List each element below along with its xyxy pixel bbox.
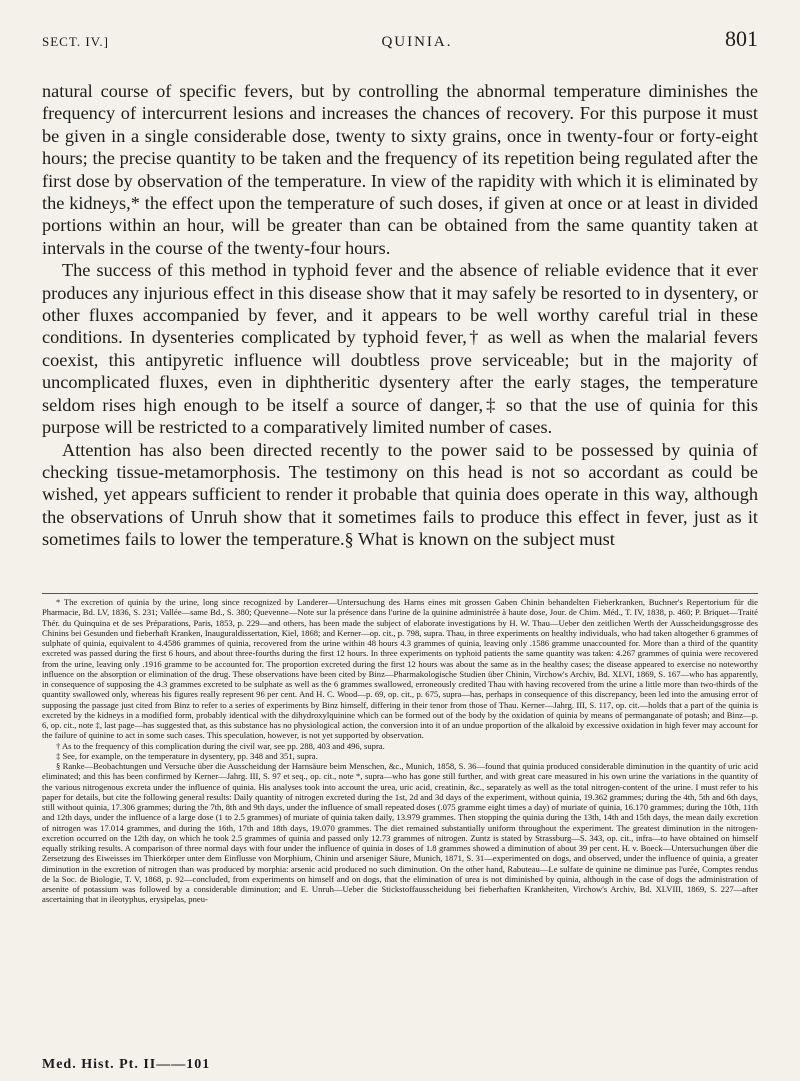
paragraph: Attention has also been directed recently to the power said to be possessed by quinia of checking tissue-metamorphosis. The testimony on this head is not so accordant as could be wished, yet appears sufficient to render it probable that quinia does operate in this way, although the observations of Unruh show that it sometimes fails to produce this effect in fever, just as it sometimes fails to lower the temperature.§ What is known on the subject must: [42, 439, 758, 550]
page-number: 801: [725, 26, 758, 51]
footnotes: [42, 597, 758, 905]
footnote: * The excretion of quinia by the urine, long since recognized by Landerer—Untersuchung des Harns eines mit grossen Gaben Chinin behandelten Fieberkranken, Buchner's Repertorium für die Pharmacie, Bd. LV, 1836, S. 231; Vallée—same Bd., S. 380; Quevenne—Note sur la présence dans l'urine de la quinine administrée à haute dose, Jour. de Chim. Méd., T. IV, 1838, p. 460; P. Briquet—Traité Thér. du Quinquina et de ses Préparations, Paris, 1853, p. 229—and others, has been made the subject of elaborate investigations by H. W. Thau—Ueber den zeitlichen Werth der Ausscheidungsgrosse des Chinins bei Gesunden und fieberhaft Kranken, Inauguraldissertation, Kiel, 1868; and Kerner—op. cit., p. 798, supra. Thau, in three experiments on healthy individuals, who had taken altogether 6 grammes of sulphate of quinia, equivalent to 4.4586 grammes of quinia, recovered from the urine within 48 hours 4.3 grammes of quinia, leaving only .1586 gramme unaccounted for. More than a third of the quantity excreted was passed during the first 6 hours, and about three-fourths during the first 12 hours. In three experiments on typhoid patients the same quantity was taken: 4.267 grammes of quinia were recovered from the urine, leaving only .1916 gramme to be accounted for. The proportion excreted during the first 12 hours was about the same as in the healthy cases; the disease appeared to exercise no noteworthy influence on the absorption or elimination of the drug. These observations have been cited by Binz—Pharmakologische Studien über Chinin, Virchow's Archiv, Bd. XLVI, 1869, S. 167—who has apparently, in consequence of supposing the 4.3 grammes excreted to be sulphate as well as the 6 grammes swallowed, erroneously credited Thau with having recovered from the urine a little more than two-thirds of the quantity swallowed only, whereas his figures really represent 96 per cent. And H. C. Wood—p. 69, op. cit., p. 675, supra—has, perhaps in consequence of this discrepancy, been led into the amusing error of supposing the passage just cited from Binz to refer to a series of experiments by Binz himself, differing in their tenor from those of Thau. Kerner—Jahrg. III, S. 117, op. cit.—holds that a part of the quinia is excreted by the kidneys in a modified form, probably identical with the dihydroxylquinine which can be formed out of the body by the oxidation of quinia by means of permanganate of potash; and Binz—p. 6, op. cit., note ‡, last page—has suggested that, as this substance has no physiological action, the conversion into it of an undue proportion of the alkaloid by excessive oxidation in high fever may account for the failure of quinine to act in some such cases. This speculation, however, is not yet supported by observation.: [42, 597, 758, 741]
paragraph: The success of this method in typhoid fever and the absence of reliable evidence that it ever produces any injurious effect in this disease show that it may safely be resorted to in dysentery, or other fluxes accompanied by fever, and it appears to be well worthy careful trial in these conditions. In dysenteries complicated by typhoid fever,† as well as when the malarial fevers coexist, this antipyretic influence will doubtless prove serviceable; but in the majority of uncomplicated fluxes, even in diphtheritic dysentery after the early stages, the temperature seldom rises high enough to be itself a source of danger,‡ so that the use of quinia for this purpose will be restricted to a comparatively limited number of cases.: [42, 260, 758, 438]
printer-signature: Med. Hist. Pt. II——101: [42, 1057, 211, 1072]
running-head: [42, 26, 758, 56]
footnote-divider: [42, 593, 758, 594]
footnote: ‡ See, for example, on the temperature in dysentery, pp. 348 and 351, supra.: [56, 750, 318, 761]
section-label: SECT. IV.]: [42, 34, 109, 49]
paragraph: natural course of specific fevers, but by controlling the abnormal temperature diminishes the frequency of intercurrent lesions and increases the chances of recovery. For this purpose it must be given in a single considerable dose, twenty to sixty grains, once in twenty-four or forty-eight hours; the precise quantity to be taken and the frequency of its repetition being regulated after the first dose by observation of the temperature. In view of the rapidity with which it is eliminated by the kidneys,* the effect upon the temperature of such doses, if given at once or at least in divided portions within an hour, will be greater than can be obtained from the same quantity taken at intervals in the course of the twenty-four hours.: [42, 81, 758, 258]
main-text: [42, 80, 758, 551]
footnote: † As to the frequency of this complication during the civil war, see pp. 288, 403 and 496, supra.: [56, 740, 385, 751]
footnote: § Ranke—Beobachtungen und Versuche über die Ausscheidung der Harnsäure beim Menschen, &c., Munich, 1858, S. 36—found that quinia produced considerable diminution in the quantity of uric acid eliminated; and this has been confirmed by Kerner—Jahrg. III, S. 97 et seq., op. cit., note *, supra—who has gone still further, and with great care measured in his own urine the variations in the quantity of the various nitrogenous excreta under the influence of quinia. His analyses took into account the urea, uric acid, creatinin, &c., separately as well as the total nitrogen-content of the urine. I must refer to his paper for details, but cite the following general results: Daily quantity of nitrogen excreted during the 1st, 2d and 3d days of the experiment, without quinia, 19.362 grammes; during the 4th, 5th and 6th days, still without quinia, 17.306 grammes; during the 7th, 8th and 9th days, under the influence of small repeated doses (.075 gramme eight times a day) of muriate of quinia, 16.170 grammes; during the 10th, 11th and 12th days, under the influence of a large dose (1 to 2.5 grammes) of muriate of quinia taken daily, 13.979 grammes. Then stopping the quinia during the 13th, 14th and 15th days, the mean daily excretion of nitrogen was 17.014 grammes, and during the 16th, 17th and 18th days, 19.070 grammes. The diet remained substantially uniform throughout the experiment. The greatest diminution in the nitrogen-excretion occurred on the 12th day, on which he took 2.5 grammes of quinia and passed only 12.73 grammes of nitrogen. Zuntz is stated by Strassburg—S. 343, op. cit., infra—to have obtained on himself equally striking results. A comparison of three normal days with four under the influence of quinia in doses of 1.8 grammes showed a diminution of about 39 per cent. H. v. Boeck—Untersuchungen über die Zersetzung des Eiweisses im Thierkörper unter dem Einflusse von Morphium, Chinin und arseniger Säure, Munich, 1871, S. 31—experimented on dogs, and observed, under the influence of quinia, a greater diminution in the excretion of nitrogen than was produced by morphia: arsenic acid produced no such diminution. On the other hand, Rabuteau—Le sulfate de quinine ne diminue pas l'urée, Comptes rendus de la Soc. de Biologie, T. V, 1868, p. 92—concluded, from experiments on himself and on dogs, that the elimination of urea is not diminished by quinia, although in the case of dogs the administration of arsenite of potassium was followed by a considerable diminution; and E. Unruh—Ueber die Stickstoffausscheidung bei fieberhaften Krankheiten, Virchow's Archiv, Bd. XLVIII, 1869, S. 227—after ascertaining that in ileotyphus, erysipelas, pneu-: [42, 761, 758, 905]
page-title: QUINIA.: [381, 34, 453, 50]
